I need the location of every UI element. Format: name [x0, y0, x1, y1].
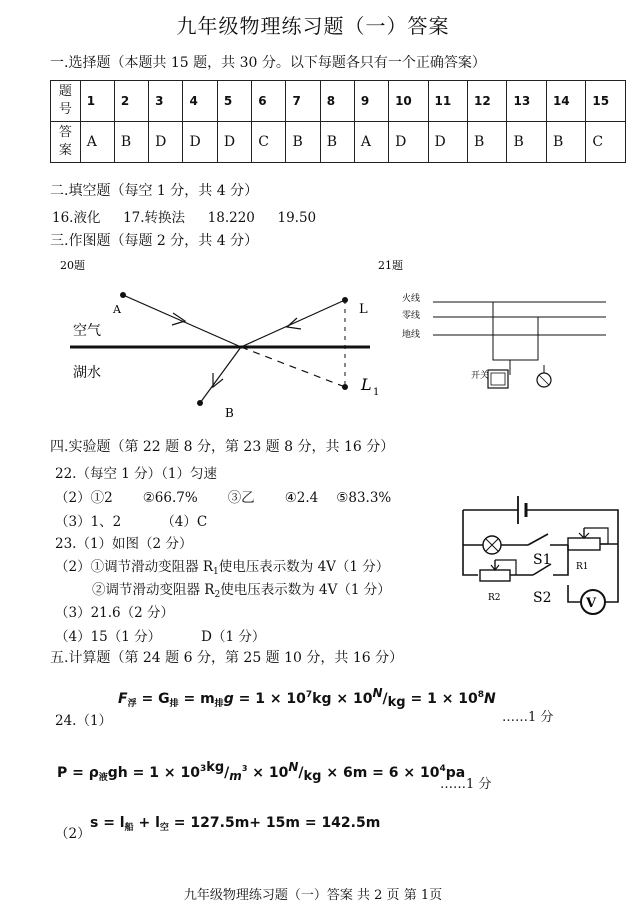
f2-gh: gh = 1 × 10 — [107, 765, 200, 781]
answer-table-question-row — [51, 81, 626, 122]
question-number-cell: 6 — [252, 81, 286, 122]
f3-plus: + l — [133, 815, 160, 831]
resistor-R2 — [480, 570, 510, 581]
voltmeter-left-wire — [568, 585, 580, 602]
f1-exp2: 8 — [477, 690, 485, 700]
switch-S1-blade — [528, 534, 548, 545]
mark-1: ……1 分 — [502, 710, 554, 725]
f1-kg: kg — [387, 695, 406, 710]
label-R2: R2 — [488, 593, 501, 603]
question-number-cell: 9 — [354, 81, 388, 122]
f1-exp1: 7 — [305, 690, 313, 700]
ray-A-to-surface — [123, 295, 241, 347]
f2-m: m — [229, 769, 242, 783]
section5-heading: 五.计算题（第 24 题 6 分，第 25 题 10 分，共 16 分） — [50, 650, 404, 666]
neutral-wire-label: 零线 — [402, 311, 421, 321]
circuit-top-right — [526, 510, 618, 585]
fill-answer-17: 17.转换法 — [123, 210, 186, 226]
f1-g: g — [223, 691, 234, 707]
label-L1: L — [361, 375, 372, 394]
q22-header: 22.（每空 1 分）（1）匀速 — [55, 466, 217, 482]
formula-buoyancy — [118, 686, 496, 710]
switch-inner — [491, 373, 505, 385]
answer-table-answer-row — [51, 122, 626, 163]
q22-part3-4 — [55, 510, 207, 530]
question-number-cell: 14 — [546, 81, 585, 122]
f2-slash: / — [224, 765, 230, 781]
answer-cell: B — [286, 122, 320, 163]
formula-pressure — [57, 760, 465, 784]
answer-cell: B — [507, 122, 546, 163]
question-number-cell: 2 — [114, 81, 148, 122]
fill-answers — [52, 206, 316, 226]
f2-rest: × 10 — [247, 765, 289, 781]
q22-part2 — [55, 486, 391, 506]
f1-N2: N — [484, 691, 496, 707]
question-number-cell: 15 — [586, 81, 626, 122]
f3-rest: = 127.5m+ 15m = 142.5m — [168, 815, 381, 831]
page-footer: 九年级物理练习题（一）答案 共 2 页 第 1页 — [183, 888, 443, 903]
f2-rho-sub: 液 — [98, 773, 108, 783]
f3-sub1: 船 — [124, 823, 134, 833]
answer-cell: D — [217, 122, 251, 163]
formula-distance — [90, 815, 380, 833]
f3-sub2: 空 — [159, 823, 169, 833]
answer-cell: D — [428, 122, 467, 163]
point-A — [120, 292, 126, 298]
f1-m-sub: 排 — [214, 699, 224, 709]
answer-row-label: 答案 — [51, 122, 81, 163]
f2-rest2: × 6m = 6 × 10 — [321, 765, 440, 781]
air-label: 空气 — [73, 323, 101, 339]
q23-4-ans2: D（1 分） — [201, 629, 266, 645]
q22-3: （3）1、2 — [55, 514, 122, 530]
answer-cell: A — [354, 122, 388, 163]
f1-rest2: kg × 10 — [312, 691, 373, 707]
f1-F: F — [118, 691, 128, 707]
q22-2-ans1: （2）①2 — [55, 490, 113, 506]
f1-slash: / — [382, 691, 388, 707]
q23-part2b — [92, 578, 391, 600]
q22-2-ans4: ④2.4 — [284, 490, 319, 506]
q24-label: 24.（1） — [55, 713, 113, 729]
q23-2b-subscript: 2 — [214, 590, 221, 600]
answer-cell: C — [252, 122, 286, 163]
answer-cell: B — [114, 122, 148, 163]
voltmeter-right-wire — [605, 585, 618, 602]
f2-kg: kg — [206, 760, 225, 775]
live-wire-label: 火线 — [402, 294, 421, 304]
page-title: 九年级物理练习题（一）答案 — [176, 14, 450, 38]
f2-m-exp: 3 — [241, 764, 248, 773]
f1-F-sub: 浮 — [127, 699, 137, 709]
f2-kg2: kg — [303, 769, 322, 784]
arrow-refracted — [213, 373, 223, 387]
f2-exp: 3 — [199, 764, 207, 774]
f2-P: P = ρ — [57, 765, 99, 781]
resistor-R1 — [568, 538, 600, 550]
fill-answer-18: 18.220 — [207, 210, 255, 226]
figure-21-diagram — [378, 255, 608, 405]
f2-N: N — [288, 760, 299, 774]
lamp-filament — [539, 375, 549, 385]
q22-2-ans2: ②66.7% — [142, 490, 198, 506]
lamp-wire — [510, 317, 538, 360]
q23-2a-rest: 使电压表示数为 4V（1 分） — [218, 559, 390, 575]
f3-s: s = l — [90, 815, 125, 831]
question-number-cell: 8 — [320, 81, 354, 122]
question-number-cell: 5 — [217, 81, 251, 122]
r1-slider-wire — [584, 528, 608, 544]
r2-slider-wire — [495, 560, 516, 575]
answer-cell: B — [320, 122, 354, 163]
q23-4-ans1: （4）15（1 分） — [55, 629, 162, 645]
section1-heading: 一.选择题（本题共 15 题，共 30 分。以下每题各只有一个正确答案） — [50, 55, 486, 71]
f1-rest3: = 1 × 10 — [405, 691, 478, 707]
s2-branch — [553, 545, 568, 575]
fill-answer-16: 16.液化 — [52, 210, 101, 226]
switch-wire — [493, 302, 510, 375]
point-B — [197, 400, 203, 406]
q23-part2a — [55, 555, 389, 577]
q23-2b-rest: 使电压表示数为 4V（1 分） — [220, 582, 391, 598]
q23-part4 — [55, 625, 265, 645]
answer-cell: B — [468, 122, 507, 163]
q23-2a-text: （2）①调节滑动变阻器 R — [55, 559, 214, 575]
f2-slash2: / — [298, 765, 304, 781]
answer-cell: C — [586, 122, 626, 163]
section4-heading: 四.实验题（第 22 题 8 分，第 23 题 8 分，共 16 分） — [50, 439, 395, 455]
answer-cell: D — [183, 122, 217, 163]
question-number-cell: 11 — [428, 81, 467, 122]
figure-20-diagram — [55, 255, 385, 430]
answer-cell: B — [546, 122, 585, 163]
f1-G-sub: 排 — [169, 699, 179, 709]
figure-20-label: 20题 — [60, 259, 85, 272]
question-number-cell: 3 — [149, 81, 183, 122]
f2-pa: pa — [445, 765, 466, 781]
label-S2: S2 — [533, 590, 552, 606]
switch-label: 开关 — [471, 371, 490, 381]
circuit-left — [463, 510, 478, 575]
figure-21-label: 21题 — [378, 259, 403, 272]
question-number-cell: 10 — [389, 81, 428, 122]
question-number-cell: 4 — [183, 81, 217, 122]
reflected-ray — [241, 300, 345, 347]
q22-4: （4）C — [161, 514, 208, 530]
q23-part3: （3）21.6（2 分） — [55, 605, 175, 621]
answer-cell: D — [389, 122, 428, 163]
section2-heading: 二.填空题（每空 1 分，共 4 分） — [50, 183, 259, 199]
f2-exp2: 4 — [439, 764, 446, 774]
label-L: L — [359, 302, 368, 317]
q22-2-ans5: ⑤83.3% — [336, 490, 392, 506]
q23-part1: 23.（1）如图（2 分） — [55, 536, 193, 552]
point-L1 — [342, 384, 348, 390]
lake-label: 湖水 — [73, 365, 101, 381]
question-row-label: 题号 — [51, 81, 81, 122]
q24-2-label: （2） — [55, 826, 91, 842]
f1-N: N — [372, 686, 383, 700]
label-B: B — [225, 406, 234, 420]
q23-2b-text: ②调节滑动变阻器 R — [92, 582, 215, 598]
answer-table — [50, 80, 626, 163]
q23-circuit-diagram — [458, 490, 623, 625]
answer-cell: D — [149, 122, 183, 163]
f1-rest1: = 1 × 10 — [233, 691, 306, 707]
f1-eq1: = G — [136, 691, 170, 707]
label-L1-subscript: 1 — [373, 387, 380, 398]
voltmeter-label: V — [586, 596, 597, 611]
label-A: A — [113, 303, 121, 316]
point-L — [342, 297, 348, 303]
f1-eq2: = m — [178, 691, 215, 707]
q23-2a-subscript: 1 — [213, 567, 219, 577]
answer-cell: A — [80, 122, 114, 163]
q22-2-ans3: ③乙 — [227, 490, 255, 506]
label-R1: R1 — [576, 562, 589, 572]
question-number-cell: 1 — [80, 81, 114, 122]
question-number-cell: 12 — [468, 81, 507, 122]
question-number-cell: 13 — [507, 81, 546, 122]
ground-wire-label: 地线 — [402, 330, 421, 340]
section3-heading: 三.作图题（每题 2 分，共 4 分） — [50, 233, 259, 249]
refracted-ray — [200, 347, 241, 403]
label-S1: S1 — [533, 552, 552, 568]
mark-2: ……1 分 — [440, 777, 492, 792]
question-number-cell: 7 — [286, 81, 320, 122]
virtual-image-line — [241, 347, 345, 387]
fill-answer-19: 19.50 — [277, 210, 317, 226]
